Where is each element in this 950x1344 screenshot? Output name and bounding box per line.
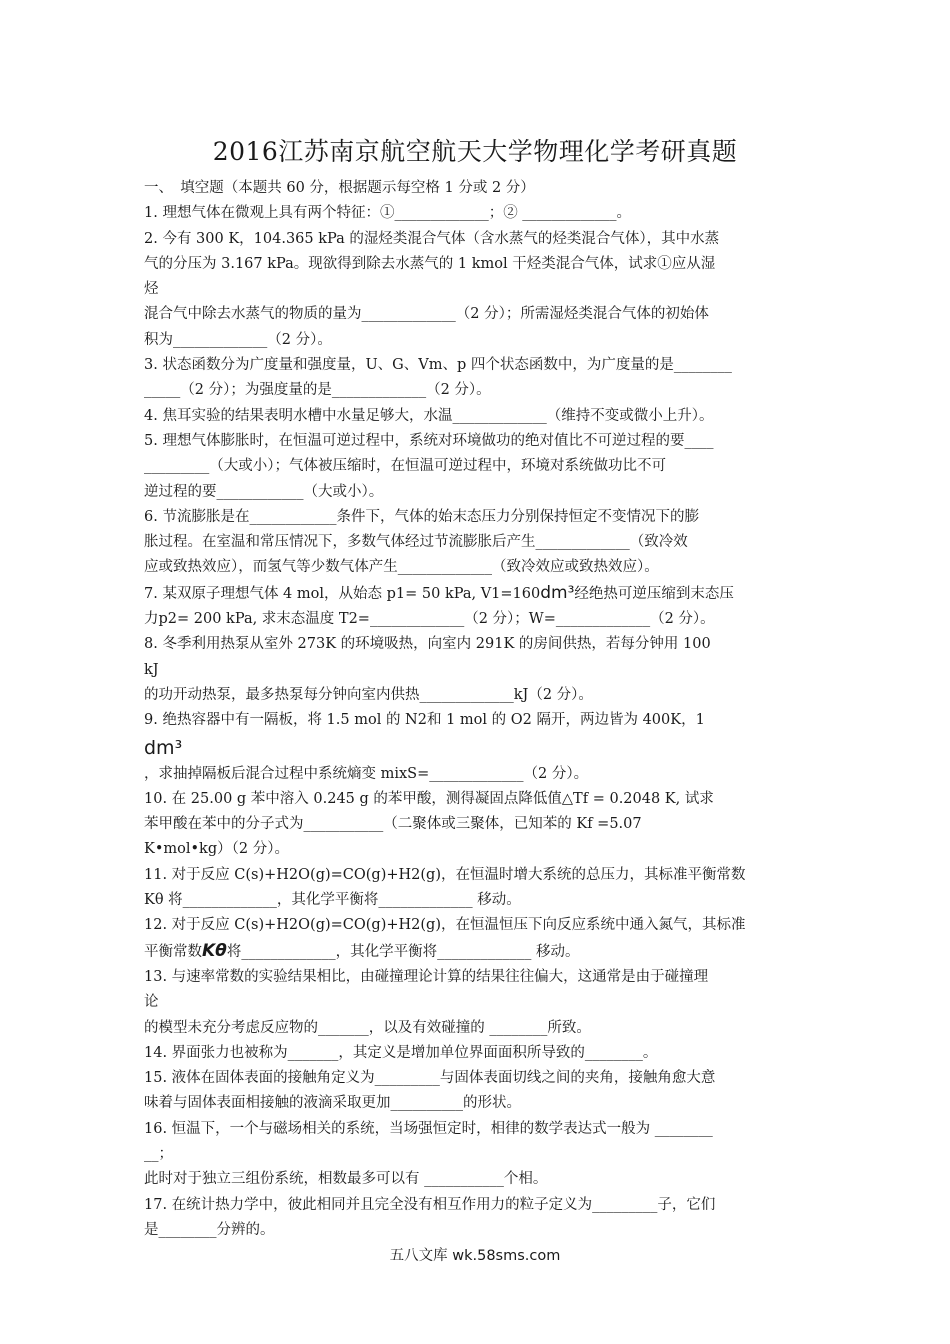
question-line: 16. 恒温下，一个与磁场相关的系统，当场强恒定时，相律的数学表达式一般为 ________ <box>144 1120 713 1137</box>
q7-text-b: 经绝热可逆压缩到末态压 <box>574 585 734 602</box>
question-line: kJ <box>144 661 159 678</box>
question-line: 4. 焦耳实验的结果表明水槽中水量足够大，水温_____________（维持不变或微小上升）。 <box>144 407 714 424</box>
question-line: 11. 对于反应 C(s)+H2O(g)=CO(g)+H2(g)，在恒温时增大系统的总压力，其标准平衡常数 <box>144 866 746 883</box>
question-line: 9. 绝热容器中有一隔板，将 1.5 mol 的 N2和 1 mol 的 O2 隔开，两边皆为 400K，1 <box>144 712 705 729</box>
question-line: 的功开动热泵，最多热泵每分钟向室内供热_____________kJ（2 分）。 <box>144 686 593 703</box>
question-line: 此时对于独立三组份系统，相数最多可以有 ___________个相。 <box>144 1171 548 1188</box>
question-line: 逆过程的要____________（大或小）。 <box>144 483 384 500</box>
question-line: 1. 理想气体在微观上具有两个特征：①_____________；② _____________。 <box>144 205 632 222</box>
question-line: 3. 状态函数分为广度量和强度量，U、G、Vm、p 四个状态函数中，为广度量的是________ <box>144 357 732 374</box>
question-line: 苯甲酸在苯中的分子式为___________（二聚体或三聚体，已知苯的 Kf =5.07 <box>144 816 642 833</box>
question-line: 烃 <box>144 281 159 298</box>
question-line: 12. 对于反应 C(s)+H2O(g)=CO(g)+H2(g)，在恒温恒压下向反应系统中通入氮气，其标准 <box>144 917 746 934</box>
question-line: 气的分压为 3.167 kPa。现欲得到除去水蒸气的 1 kmol 干烃类混合气体，试求①应从湿 <box>144 255 716 272</box>
question-line: 14. 界面张力也被称为_______，其定义是增加单位界面面积所导致的________。 <box>144 1044 658 1061</box>
question-line: 5. 理想气体膨胀时，在恒温可逆过程中，系统对环境做功的绝对值比不可逆过程的要____ <box>144 432 714 449</box>
question-line: 是________分辨的。 <box>144 1221 275 1238</box>
question-line <box>144 939 812 965</box>
question-line: 8. 冬季利用热泵从室外 273K 的环境吸热，向室内 291K 的房间供热，若每分钟用 100 <box>144 636 711 653</box>
question-line: 味着与固体表面相接触的液滴采取更加__________的形状。 <box>144 1095 521 1112</box>
question-line: 的模型未充分考虑反应物的_______，以及有效碰撞的 ________所致。 <box>144 1019 591 1036</box>
question-line: 混合气中除去水蒸气的物质的量为_____________（2 分）；所需湿烃类混合气体的初始体 <box>144 306 709 323</box>
question-line: 力p2= 200 kPa, 求末态温度 T2=_____________（2 分）；W=_____________（2 分）。 <box>144 611 715 628</box>
question-line: Kθ 将_____________，其化学平衡将_____________ 移动。 <box>144 892 521 909</box>
question-line: 15. 液体在固体表面的接触角定义为_________与固体表面切线之间的夹角，接触角愈大意 <box>144 1070 716 1087</box>
question-line: 胀过程。在室温和常压情况下，多数气体经过节流膨胀后产生_____________（致冷效 <box>144 534 688 551</box>
question-line: 2. 今有 300 K，104.365 kPa 的湿烃类混合气体（含水蒸气的烃类混合气体），其中水蒸 <box>144 230 720 247</box>
q12-text-b: 将_____________，其化学平衡将_____________ 移动。 <box>226 943 580 960</box>
q7-text-a: 7. 某双原子理想气体 4 mol，从始态 p1= 50 kPa, V1=160 <box>144 585 541 602</box>
question-body <box>144 176 812 1243</box>
page-title: 2016江苏南京航空航天大学物理化学考研真题 <box>212 137 738 166</box>
equilibrium-constant-symbol: Kθ <box>202 940 227 961</box>
section-heading: 一、 填空题（本题共 60 分，根据题示每空格 1 分或 2 分） <box>144 180 535 196</box>
page-footer: 五八文库 wk.58sms.com <box>389 1248 561 1264</box>
question-line: __； <box>144 1145 173 1162</box>
question-line: 13. 与速率常数的实验结果相比，由碰撞理论计算的结果往往偏大，这通常是由于碰撞理 <box>144 968 709 985</box>
question-line: 10. 在 25.00 g 苯中溶入 0.245 g 的苯甲酸，测得凝固点降低值△Tf = 0.2048 K, 试求 <box>144 790 714 807</box>
volume-unit: dm³ <box>144 736 183 759</box>
question-line: _________（大或小）；气体被压缩时，在恒温可逆过程中，环境对系统做功比不可 <box>144 458 666 475</box>
question-line: 应或致热效应），而氢气等少数气体产生_____________（致冷效应或致热效应）。 <box>144 559 659 576</box>
question-line: 6. 节流膨胀是在____________条件下，气体的始末态压力分别保持恒定不变情况下的膨 <box>144 508 699 525</box>
question-line: 论 <box>144 994 159 1011</box>
q12-text-a: 平衡常数 <box>144 943 202 960</box>
question-line: 积为_____________（2 分）。 <box>144 331 332 348</box>
question-line: _____（2 分）；为强度量的是_____________（2 分）。 <box>144 382 491 399</box>
question-line: 17. 在统计热力学中，彼此相同并且完全没有相互作用力的粒子定义为_________子，它们 <box>144 1196 716 1213</box>
question-line: ，求抽掉隔板后混合过程中系统熵变 mixS=_____________（2 分）。 <box>144 765 589 782</box>
question-line: K•mol•kg）（2 分）。 <box>144 841 289 858</box>
question-line <box>144 581 812 607</box>
volume-unit: dm³ <box>540 582 575 603</box>
